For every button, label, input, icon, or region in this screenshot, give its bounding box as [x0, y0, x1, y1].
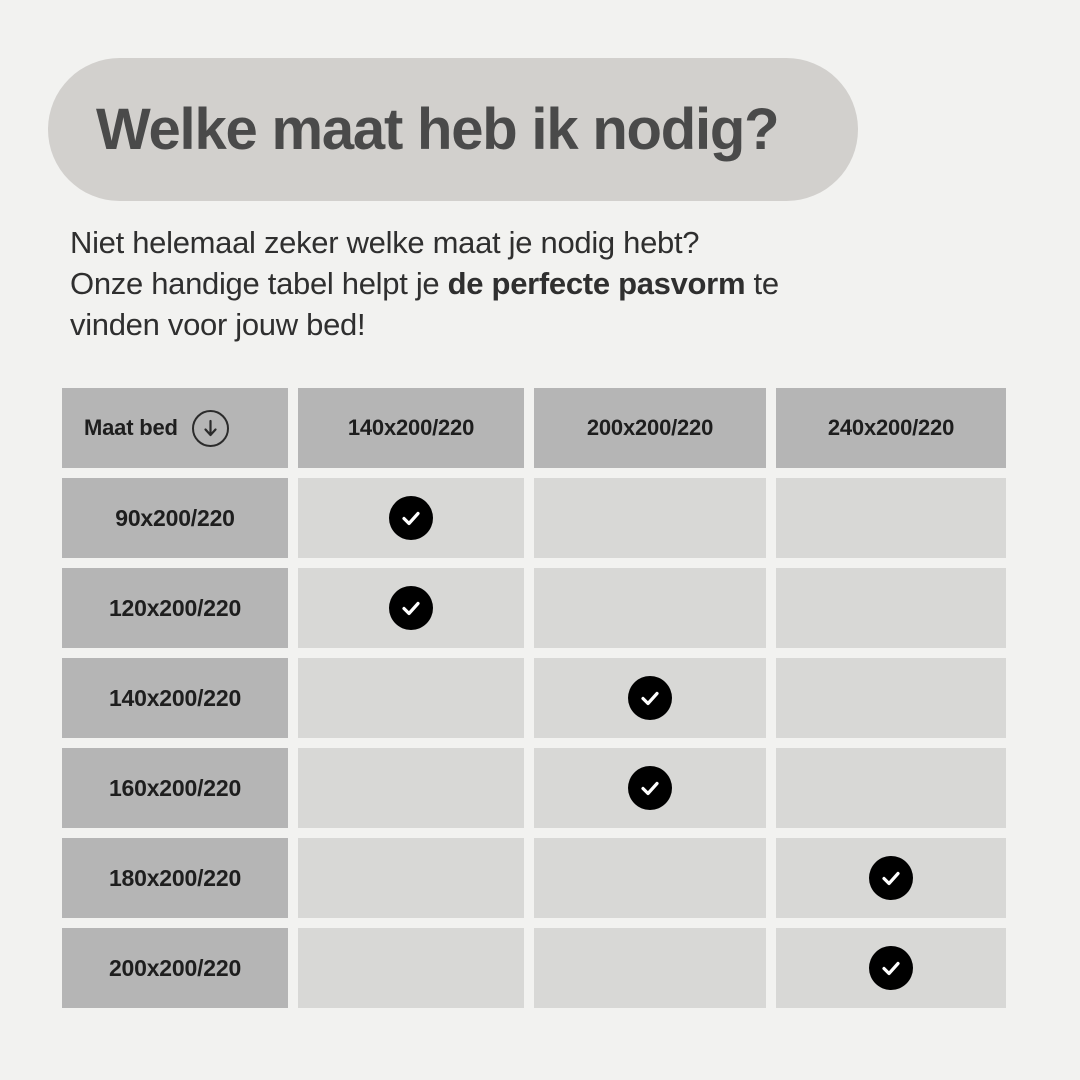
table-cell: [776, 838, 1006, 918]
table-cell: [534, 568, 766, 648]
table-header-col-3[interactable]: [776, 388, 1006, 468]
intro-highlight: de perfecte pasvorm: [447, 266, 746, 301]
table-row: [62, 748, 1006, 828]
table-cell: [298, 748, 524, 828]
check-icon: [628, 676, 672, 720]
intro-line-3: vinden voor jouw bed!: [70, 307, 366, 342]
table-header-col-2[interactable]: [534, 388, 766, 468]
table-cell: [534, 478, 766, 558]
table-cell: [776, 928, 1006, 1008]
table-row-label: 90x200/220: [115, 504, 235, 531]
table-header-col-1-label: 140x200/220: [347, 415, 475, 440]
table-cell: [298, 478, 524, 558]
table-cell: [534, 838, 766, 918]
title-pill: [48, 58, 858, 201]
table-row-label: 120x200/220: [108, 594, 242, 621]
table-row: [62, 478, 1006, 558]
table-row-label: 180x200/220: [108, 864, 242, 891]
table-header-col-1[interactable]: [298, 388, 524, 468]
table-row-label: 160x200/220: [108, 774, 242, 801]
table-row-label-cell: [62, 748, 288, 828]
table-cell: [298, 568, 524, 648]
table-cell: [776, 658, 1006, 738]
table-row-label-cell: [62, 928, 288, 1008]
check-icon: [389, 586, 433, 630]
table-row: [62, 928, 1006, 1008]
intro-line-2-suffix: te: [745, 266, 779, 301]
intro-paragraph: [70, 222, 970, 345]
table-cell: [534, 658, 766, 738]
table-cell: [298, 838, 524, 918]
table-cell: [776, 748, 1006, 828]
table-cell: [298, 658, 524, 738]
intro-line-1: Niet helemaal zeker welke maat je nodig hebt?: [70, 225, 700, 260]
check-icon: [869, 856, 913, 900]
arrow-down-icon[interactable]: [192, 410, 229, 447]
table-row-label-cell: [62, 838, 288, 918]
table-header-first-label: Maat bed: [84, 415, 178, 440]
table-row-label: 140x200/220: [108, 684, 242, 711]
check-icon: [869, 946, 913, 990]
table-cell: [776, 568, 1006, 648]
table-row: [62, 568, 1006, 648]
page-title: Welke maat heb ik nodig?: [96, 97, 779, 162]
table-cell: [534, 748, 766, 828]
table-cell: [534, 928, 766, 1008]
table-cell: [776, 478, 1006, 558]
table-row-label-cell: [62, 568, 288, 648]
intro-line-2-prefix: Onze handige tabel helpt je: [70, 266, 448, 301]
size-table: [62, 388, 1006, 1018]
table-cell: [298, 928, 524, 1008]
table-header-col-3-label: 240x200/220: [827, 415, 955, 440]
table-row: [62, 838, 1006, 918]
table-row-label-cell: [62, 478, 288, 558]
table-row-label-cell: [62, 658, 288, 738]
check-icon: [389, 496, 433, 540]
table-row-label: 200x200/220: [108, 954, 242, 981]
check-icon: [628, 766, 672, 810]
table-header-row: [62, 388, 1006, 468]
table-row: [62, 658, 1006, 738]
table-header-col-2-label: 200x200/220: [586, 415, 714, 440]
table-header-first-cell[interactable]: [62, 388, 288, 468]
